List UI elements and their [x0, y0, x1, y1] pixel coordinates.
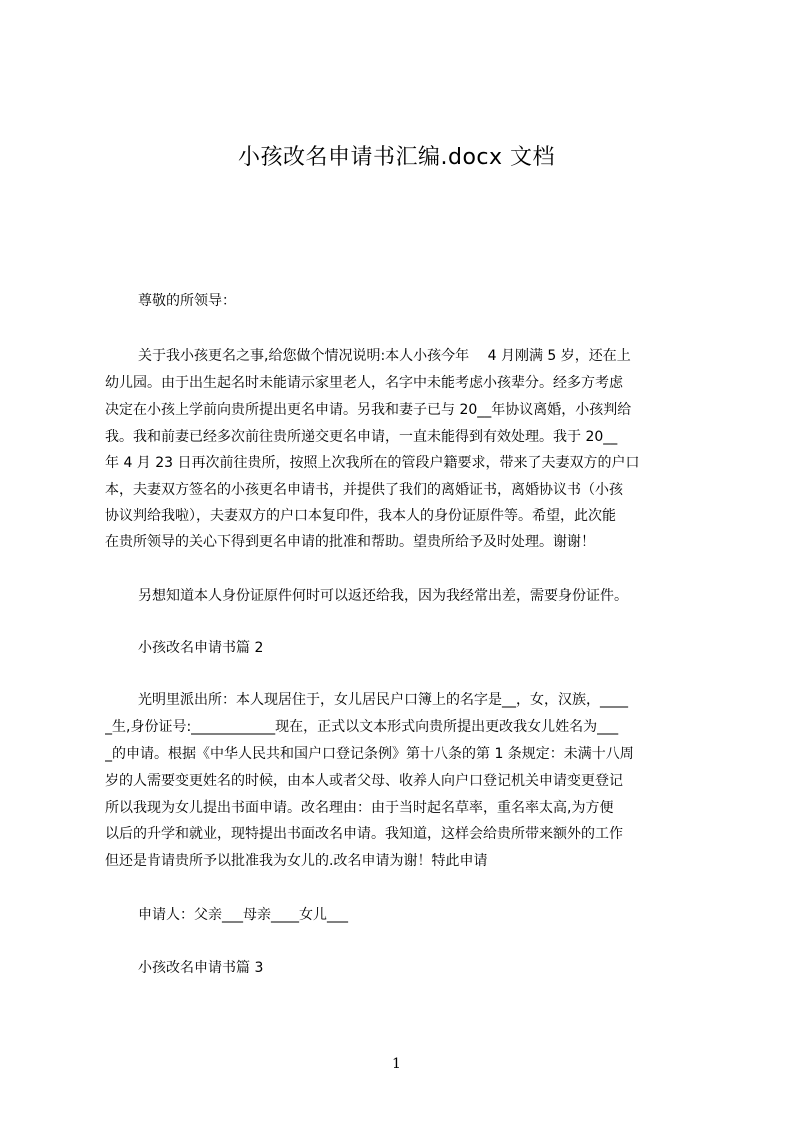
paragraph-line: 年 4 月 23 日再次前往贵所，按照上次我所在的管段户籍要求，带来了夫妻双方的户口	[105, 455, 640, 471]
paragraph-line: 但还是肯请贵所予以批准我为女儿的.改名申请为谢！特此申请	[105, 853, 488, 869]
salutation: 尊敬的所领导：	[138, 293, 236, 309]
paragraph-line: 我。我和前妻已经多次前往贵所递交更名申请，一直未能得到有效处理。我于 20__	[105, 429, 618, 445]
paragraph-line: 决定在小孩上学前向贵所提出更名申请。另我和妻子已与 20__年协议离婚，小孩判给	[105, 402, 632, 418]
paragraph-line: 在贵所领导的关心下得到更名申请的批准和帮助。望贵所给予及时处理。谢谢！	[105, 534, 595, 550]
paragraph-line: 协议判给我啦），夫妻双方的户口本复印件，我本人的身份证原件等。希望，此次能	[105, 508, 616, 524]
paragraph-line: 所以我现为女儿提出书面申请。改名理由：由于当时起名草率，重名率太高,为方便	[105, 800, 614, 816]
section-heading: 小孩改名申请书篇 3	[138, 960, 264, 976]
paragraph-line: _的申请。根据《中华人民共和国户口登记条例》第十八条的第 1 条规定：未满十八周	[105, 746, 634, 762]
paragraph-line: 光明里派出所：本人现居住于，女儿居民户口簿上的名字是__，女，汉族，____	[138, 692, 628, 708]
applicant-line: 申请人：父亲___母亲____女儿___	[138, 907, 348, 923]
paragraph-line: 本，夫妻双方签名的小孩更名申请书，并提供了我们的离婚证书，离婚协议书（小孩	[105, 482, 623, 498]
paragraph-line: _生,身份证号:____________现在，正式以文本形式向贵所提出更改我女儿姓名为___	[105, 719, 619, 735]
page-number: 1	[392, 1056, 401, 1072]
paragraph-line: 以后的升学和就业，现特提出书面改名申请。我知道，这样会给贵所带来额外的工作	[105, 826, 623, 842]
paragraph-line: 岁的人需要变更姓名的时候，由本人或者父母、收养人向户口登记机关申请变更登记	[105, 773, 623, 789]
paragraph-line: 幼儿园。由于出生起名时未能请示家里老人，名字中未能考虑小孩辈分。经多方考虑	[105, 375, 623, 391]
paragraph-line: 另想知道本人身份证原件何时可以返还给我，因为我经常出差，需要身份证件。	[138, 588, 628, 604]
paragraph-line: 关于我小孩更名之事,给您做个情况说明:本人小孩今年 4 月刚满 5 岁，还在上	[138, 348, 631, 364]
document-title: 小孩改名申请书汇编.docx 文档	[237, 145, 556, 170]
section-heading: 小孩改名申请书篇 2	[138, 640, 264, 656]
